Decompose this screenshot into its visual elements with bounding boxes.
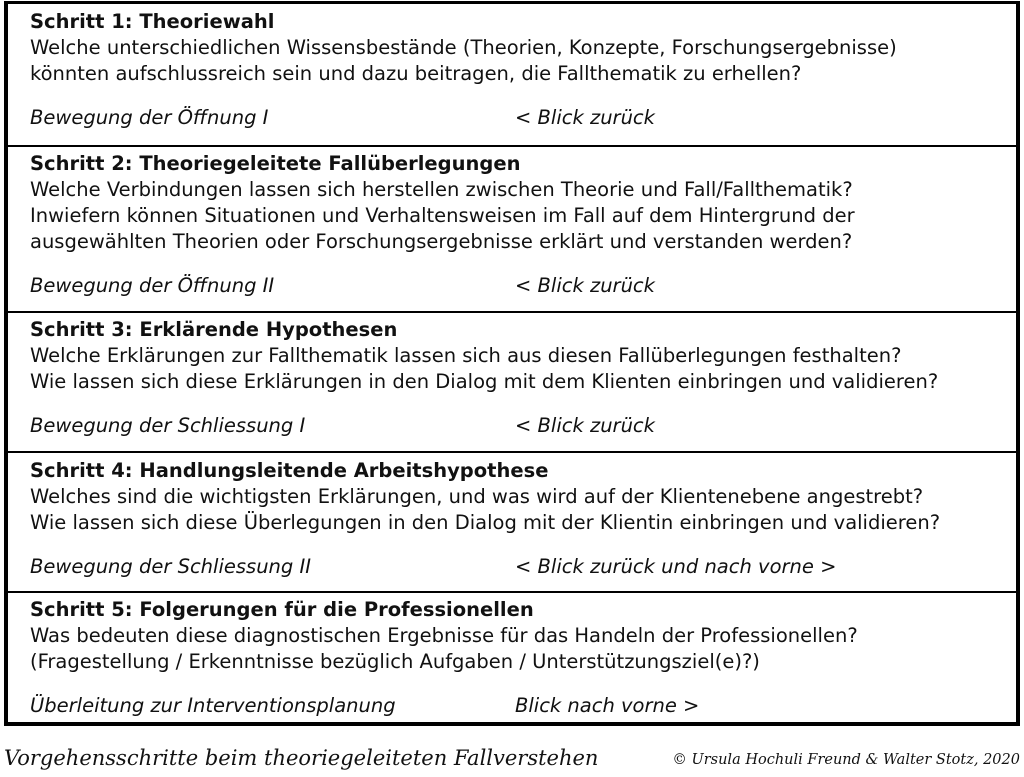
step-question: Welche Verbindungen lassen sich herstellen zwischen Theorie und Fall/Fallthematik?	[30, 178, 853, 201]
step-direction: Blick nach vorne >	[515, 694, 700, 717]
step-title: Schritt 5: Folgerungen für die Professionellen	[30, 598, 534, 621]
step-5	[8, 591, 1016, 722]
step-question: Wie lassen sich diese Überlegungen in den Dialog mit der Klientin einbringen und validieren?	[30, 511, 941, 534]
step-4	[8, 451, 1016, 591]
step-title: Schritt 1: Theoriewahl	[30, 10, 275, 33]
step-question: ausgewählten Theorien oder Forschungsergebnisse erklärt und verstanden werden?	[30, 230, 853, 253]
copyright-notice: © Ursula Hochuli Freund & Walter Stotz, 2020	[672, 752, 1020, 768]
step-movement: Bewegung der Schliessung II	[30, 555, 311, 578]
step-direction: < Blick zurück	[515, 414, 655, 437]
step-question: Welches sind die wichtigsten Erklärungen, und was wird auf der Klientenebene angestrebt?	[30, 485, 924, 508]
step-question: Inwiefern können Situationen und Verhaltensweisen im Fall auf dem Hintergrund der	[30, 204, 855, 227]
step-movement: Bewegung der Schliessung I	[30, 414, 306, 437]
step-footer	[30, 554, 1006, 580]
step-movement: Überleitung zur Interventionsplanung	[30, 694, 396, 717]
step-question: Welche unterschiedlichen Wissensbestände (Theorien, Konzepte, Forschungsergebnisse)	[30, 36, 897, 59]
step-title: Schritt 3: Erklärende Hypothesen	[30, 318, 398, 341]
step-direction: < Blick zurück	[515, 274, 655, 297]
step-footer	[30, 693, 1006, 719]
step-question: Was bedeuten diese diagnostischen Ergebnisse für das Handeln der Professionellen?	[30, 624, 858, 647]
step-direction: < Blick zurück und nach vorne >	[515, 555, 837, 578]
step-footer	[30, 413, 1006, 439]
step-question: (Fragestellung / Erkenntnisse bezüglich Aufgaben / Unterstützungsziel(e)?)	[30, 650, 760, 673]
step-title: Schritt 4: Handlungsleitende Arbeitshypothese	[30, 459, 549, 482]
step-footer	[30, 105, 1006, 131]
step-2	[8, 145, 1016, 311]
step-title: Schritt 2: Theoriegeleitete Fallüberlegungen	[30, 152, 521, 175]
step-3	[8, 311, 1016, 451]
step-question: könnten aufschlussreich sein und dazu beitragen, die Fallthematik zu erhellen?	[30, 62, 802, 85]
step-1	[8, 4, 1016, 145]
step-direction: < Blick zurück	[515, 106, 655, 129]
step-footer	[30, 273, 1006, 299]
figure-caption: Vorgehensschritte beim theoriegeleiteten Fallverstehen	[4, 746, 599, 770]
step-question: Wie lassen sich diese Erklärungen in den Dialog mit dem Klienten einbringen und validieren?	[30, 370, 939, 393]
step-movement: Bewegung der Öffnung II	[30, 274, 275, 297]
steps-table	[4, 1, 1020, 726]
step-movement: Bewegung der Öffnung I	[30, 106, 269, 129]
step-question: Welche Erklärungen zur Fallthematik lassen sich aus diesen Fallüberlegungen festhalten?	[30, 344, 902, 367]
